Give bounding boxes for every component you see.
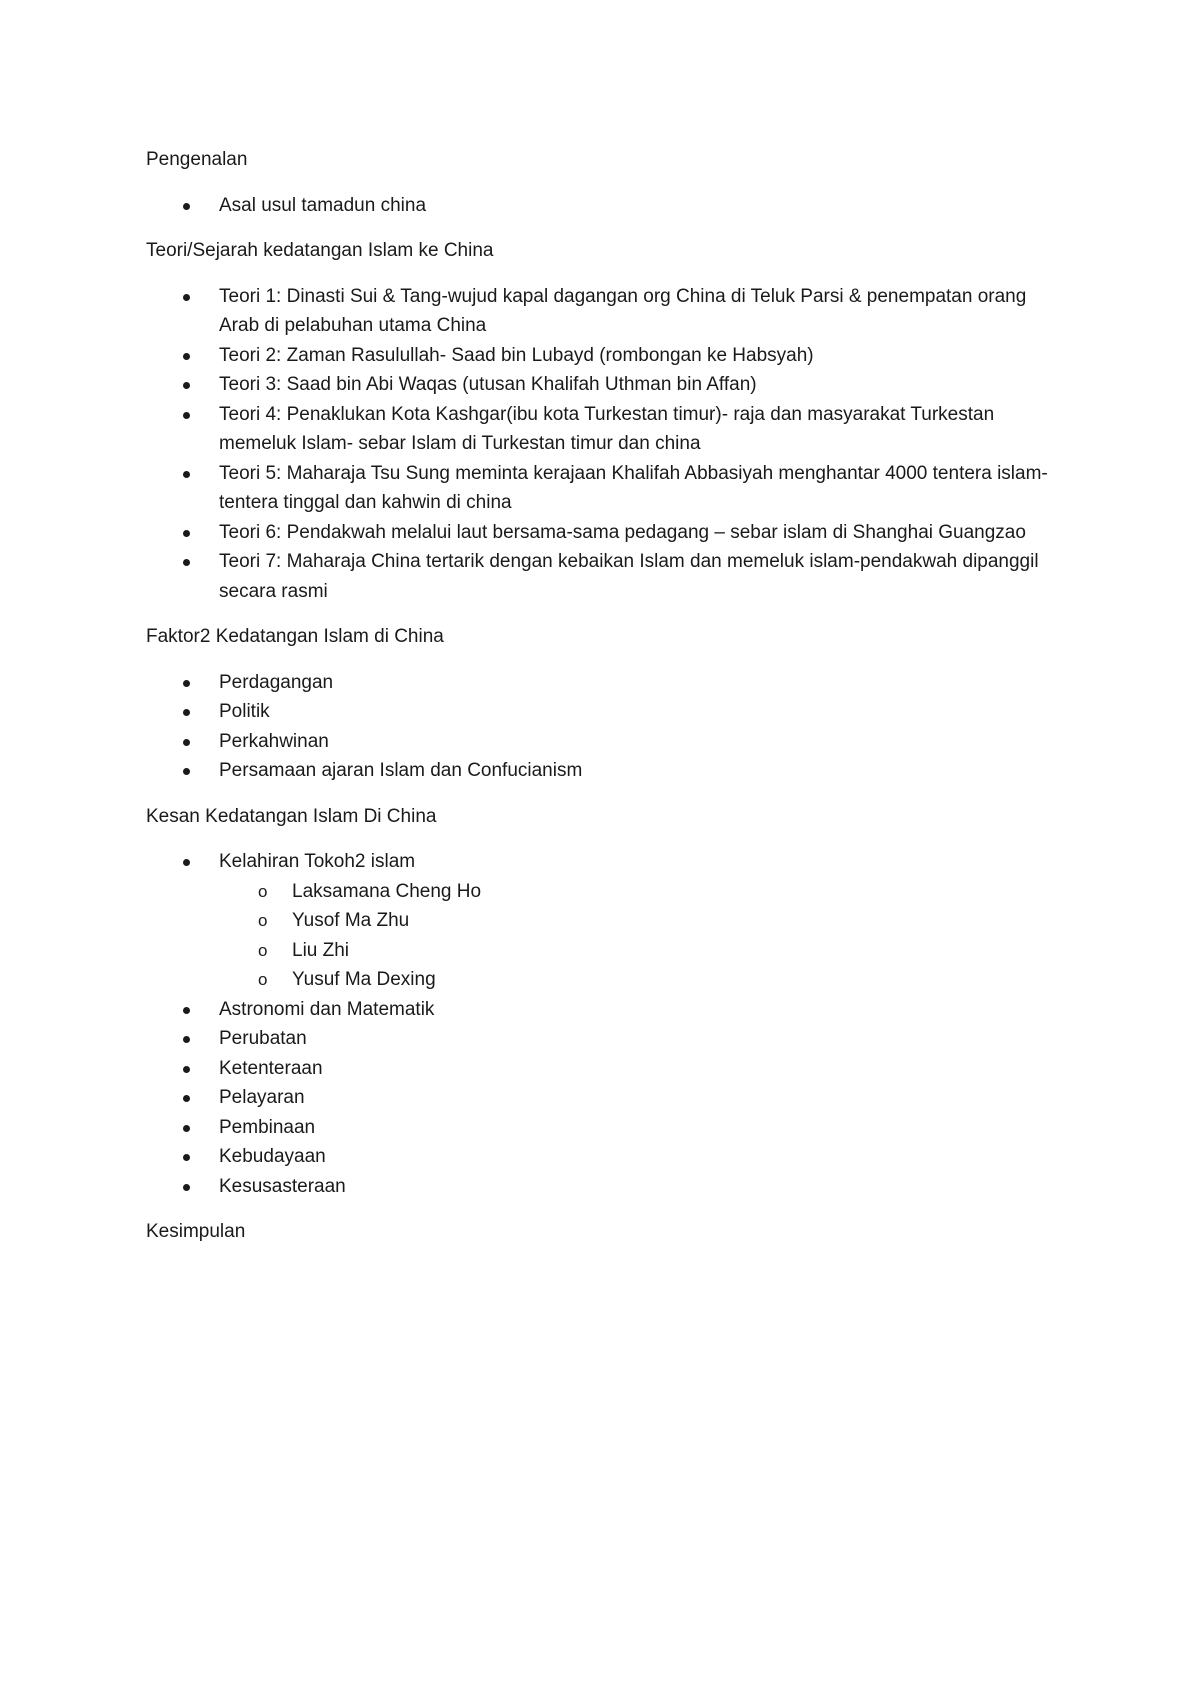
circle-bullet-icon: o <box>258 911 268 930</box>
bullet-icon <box>183 1066 190 1073</box>
bullet-icon <box>183 768 190 775</box>
item-text: Dinasti Sui & Tang-wujud kapal dagangan org China di Teluk Parsi & penempatan orang Arab di pelabuhan utama China <box>219 285 1027 336</box>
section-heading: Kesimpulan <box>146 1221 246 1242</box>
bullet-icon <box>183 294 190 301</box>
circle-bullet-icon: o <box>258 970 268 989</box>
bullet-icon <box>183 709 190 716</box>
bullet-icon <box>183 1154 190 1161</box>
list-item <box>146 995 1066 1025</box>
bullet-icon <box>183 1036 190 1043</box>
bullet-icon <box>183 353 190 360</box>
bullet-list <box>146 282 1066 607</box>
bullet-list <box>146 191 1066 221</box>
sub-item-text: Liu Zhi <box>292 939 350 961</box>
item-text: Asal usul tamadun china <box>219 194 427 216</box>
item-prefix: Teori 5: <box>219 462 282 484</box>
list-item <box>146 756 1066 786</box>
item-prefix: Teori 3: <box>219 374 282 395</box>
section-heading: Faktor2 Kedatangan Islam di China <box>146 626 444 647</box>
item-text: Zaman Rasulullah- Saad bin Lubayd (rombongan ke Habsyah) <box>281 344 814 366</box>
list-item <box>146 282 1066 341</box>
bullet-icon <box>183 382 190 389</box>
item-text: Saad bin Abi Waqas (utusan Khalifah Uthman bin Affan) <box>281 374 757 395</box>
item-text: Perdagangan <box>219 671 334 693</box>
item-text: Pelayaran <box>219 1087 305 1108</box>
bullet-icon <box>183 859 190 866</box>
document-body <box>146 145 1066 1263</box>
list-item <box>146 341 1066 371</box>
bullet-list <box>146 668 1066 786</box>
item-text: Pembinaan <box>219 1116 316 1138</box>
item-text: Penaklukan Kota Kashgar(ibu kota Turkestan timur)- raja dan masyarakat Turkestan memeluk Islam- sebar Islam di Turkestan timur dan china <box>219 403 995 454</box>
circle-bullet-icon: o <box>258 881 268 901</box>
bullet-icon <box>183 680 190 687</box>
item-text: Perkahwinan <box>219 730 329 752</box>
item-prefix: Teori 7: <box>219 551 282 572</box>
item-text: Persamaan ajaran Islam dan Confucianism <box>219 760 583 781</box>
item-text: Astronomi dan Matematik <box>219 998 435 1020</box>
bullet-icon <box>183 1125 190 1132</box>
bullet-icon <box>183 1095 190 1102</box>
bullet-icon <box>183 530 190 537</box>
list-item <box>146 1024 1066 1054</box>
item-text: Ketenteraan <box>219 1057 323 1079</box>
item-text: Maharaja China tertarik dengan kebaikan Islam dan memeluk islam-pendakwah dipanggil secara rasmi <box>219 551 1039 602</box>
sub-item-text: Laksamana Cheng Ho <box>292 880 482 902</box>
item-prefix: Teori 1: <box>219 285 282 307</box>
bullet-icon <box>183 1007 190 1014</box>
item-text: Maharaja Tsu Sung meminta kerajaan Khalifah Abbasiyah menghantar 4000 tentera islam-tentera tinggal dan kahwin di china <box>219 462 1048 513</box>
bullet-icon <box>183 739 190 746</box>
list-item <box>146 1113 1066 1143</box>
list-item <box>146 1083 1066 1113</box>
list-item <box>146 668 1066 698</box>
item-text: Pendakwah melalui laut bersama-sama pedagang – sebar islam di Shanghai Guangzao <box>281 521 1026 543</box>
item-text: Kesusasteraan <box>219 1175 346 1197</box>
bullet-list <box>146 847 1066 1201</box>
list-item <box>146 1172 1066 1202</box>
circle-bullet-icon: o <box>258 940 268 960</box>
section-heading: Teori/Sejarah kedatangan Islam ke China <box>146 240 494 261</box>
list-item <box>146 547 1066 606</box>
bullet-icon <box>183 559 190 566</box>
sub-list-item <box>146 936 1066 966</box>
section-heading: Kesan Kedatangan Islam Di China <box>146 805 437 827</box>
list-item <box>146 697 1066 727</box>
bullet-icon <box>183 471 190 478</box>
sub-list-item <box>146 877 1066 907</box>
item-text: Perubatan <box>219 1028 307 1049</box>
item-prefix: Teori 2: <box>219 344 282 366</box>
list-item <box>146 847 1066 995</box>
list-item <box>146 518 1066 548</box>
bullet-icon <box>183 1184 190 1191</box>
item-text: Kebudayaan <box>219 1146 326 1167</box>
sub-item-text: Yusof Ma Zhu <box>292 910 410 931</box>
list-item <box>146 1142 1066 1172</box>
sub-item-text: Yusuf Ma Dexing <box>292 969 436 990</box>
list-item <box>146 727 1066 757</box>
item-prefix: Teori 4: <box>219 403 282 425</box>
item-text: Kelahiran Tokoh2 islam <box>219 851 416 872</box>
sub-list <box>219 877 1066 995</box>
item-text: Politik <box>219 701 270 722</box>
bullet-icon <box>183 203 190 210</box>
list-item <box>146 1054 1066 1084</box>
item-prefix: Teori 6: <box>219 521 282 543</box>
list-item <box>146 400 1066 459</box>
list-item <box>146 459 1066 518</box>
sub-list-item <box>146 965 1066 995</box>
sub-list-item <box>146 906 1066 936</box>
bullet-icon <box>183 412 190 419</box>
list-item <box>146 191 1066 221</box>
section-heading: Pengenalan <box>146 149 248 170</box>
list-item <box>146 370 1066 400</box>
